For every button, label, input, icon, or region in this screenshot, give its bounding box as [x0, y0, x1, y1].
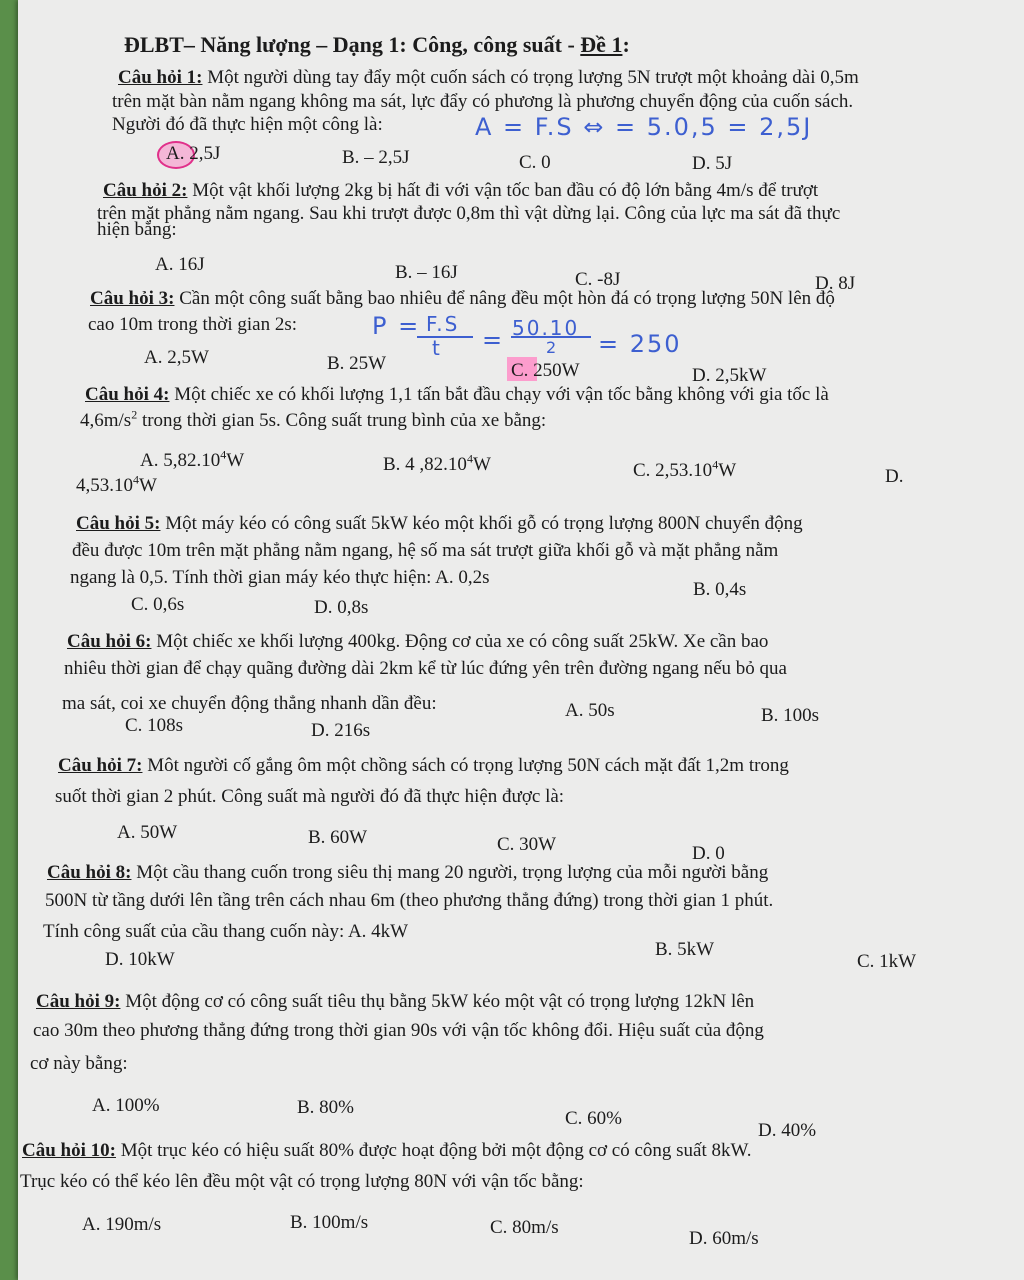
q10-option-c: C. 80m/s — [490, 1217, 559, 1238]
q2-option-a: A. 16J — [155, 254, 205, 275]
q6-line3: ma sát, coi xe chuyển động thẳng nhanh dần đều: — [62, 693, 437, 714]
q5-option-b: B. 0,4s — [693, 579, 747, 600]
q4-option-d: D. — [885, 466, 904, 487]
q3-handwritten-den2: 2 — [546, 338, 559, 357]
q5-option-d: D. 0,8s — [314, 597, 369, 618]
q1-handwritten-solution: A = F.S ⇔ = 5.0,5 = 2,5J — [475, 113, 813, 141]
q1-option-a: A. 2,5J — [166, 143, 221, 164]
q6-option-c: C. 108s — [125, 715, 184, 736]
q8-line3: Tính công suất của cầu thang cuốn này: A. 4kW — [43, 921, 409, 942]
q1-option-d: D. 5J — [692, 153, 733, 174]
q9-option-c: C. 60% — [565, 1108, 622, 1129]
q8-option-d: D. 10kW — [105, 949, 175, 970]
q2-option-b: B. – 16J — [395, 262, 458, 283]
q3-option-b: B. 25W — [327, 353, 387, 374]
q1-option-c: C. 0 — [519, 152, 551, 173]
q4-option-c: C. 2,53.10$^4$W — [633, 457, 737, 481]
q3-option-a: A. 2,5W — [144, 347, 209, 368]
q4-option-b: B. 4 ,82.10$^4$W — [383, 451, 491, 475]
q6-option-b: B. 100s — [761, 705, 820, 726]
q2-option-d: D. 8J — [815, 273, 856, 294]
q8-line1: Câu hỏi 8: Một cầu thang cuốn trong siêu thị mang 20 người, trọng lượng của mỗi người bằng — [47, 862, 769, 883]
q6-line2: nhiêu thời gian để chạy quãng đường dài 2km kể từ lúc đứng yên trên đường ngang nếu bỏ qua — [64, 658, 787, 679]
q9-option-d: D. 40% — [758, 1120, 817, 1141]
q9-line2: cao 30m theo phương thẳng đứng trong thời gian 90s với vận tốc không đổi. Hiệu suất của động — [33, 1020, 764, 1041]
q7-option-b: B. 60W — [308, 827, 368, 848]
q2-line2: trên mặt phẳng nằm ngang. Sau khi trượt được 0,8m thì vật dừng lại. Công của lực ma sát đã thực — [97, 203, 841, 224]
q1-line3: Người đó đã thực hiện một công là: — [112, 114, 383, 135]
q10-option-d: D. 60m/s — [689, 1228, 759, 1249]
q2-line3: hiện bằng: — [97, 219, 177, 240]
q3-fraction-bars — [415, 334, 595, 340]
q1-option-b: B. – 2,5J — [342, 147, 410, 168]
q1-line1: Câu hỏi 1: Một người dùng tay đẩy một cuốn sách có trọng lượng 5N trượt một khoảng dài 0,5m — [118, 67, 859, 88]
q9-line1: Câu hỏi 9: Một động cơ có công suất tiêu thụ bằng 5kW kéo một vật có trọng lượng 12kN lên — [36, 991, 755, 1012]
q2-option-c: C. -8J — [575, 269, 621, 290]
q6-option-a: A. 50s — [565, 700, 615, 721]
q8-option-c: C. 1kW — [857, 951, 917, 972]
q2-line1: Câu hỏi 2: Một vật khối lượng 2kg bị hất đi với vận tốc ban đầu có độ lớn bằng 4m/s để trượt — [103, 180, 819, 201]
q4-line1: Câu hỏi 4: Một chiếc xe có khối lượng 1,1 tấn bắt đầu chạy với vận tốc bằng không với gia tốc là — [85, 384, 829, 405]
q7-option-c: C. 30W — [497, 834, 557, 855]
q3-handwritten-num1: F.S — [426, 312, 460, 336]
q5-line3: ngang là 0,5. Tính thời gian máy kéo thực hiện: A. 0,2s — [70, 567, 490, 588]
q10-option-a: A. 190m/s — [82, 1214, 162, 1235]
q3-handwritten-p: P = — [372, 312, 421, 340]
q3-option-d: D. 2,5kW — [692, 365, 767, 386]
q7-line2: suốt thời gian 2 phút. Công suất mà người đó đã thực hiện được là: — [55, 786, 565, 807]
q3-handwritten-den1: t — [432, 336, 442, 360]
q5-option-c: C. 0,6s — [131, 594, 185, 615]
q8-line2: 500N từ tầng dưới lên tầng trên cách nhau 6m (theo phương thẳng đứng) trong thời gian 1 phút. — [45, 890, 774, 911]
q9-option-b: B. 80% — [297, 1097, 354, 1118]
q9-line3: cơ này bằng: — [30, 1053, 128, 1074]
q3-handwritten-result: = 250 — [598, 330, 682, 358]
q5-line1: Câu hỏi 5: Một máy kéo có công suất 5kW kéo một khối gỗ có trọng lượng 800N chuyển động — [76, 513, 803, 534]
q3-line1: Câu hỏi 3: Cần một công suất bằng bao nhiêu để nâng đều một hòn đá có trọng lượng 50N lên độ — [90, 288, 835, 309]
q7-option-a: A. 50W — [117, 822, 178, 843]
q5-line2: đều được 10m trên mặt phẳng nằm ngang, hệ số ma sát trượt giữa khối gỗ và mặt phẳng nằm — [72, 540, 779, 561]
q6-line1: Câu hỏi 6: Một chiếc xe khối lượng 400kg. Động cơ của xe có công suất 25kW. Xe cần bao — [67, 631, 769, 652]
q9-option-a: A. 100% — [92, 1095, 160, 1116]
q10-line1: Câu hỏi 10: Một trục kéo có hiệu suất 80% được hoạt động bởi một động cơ có công suất 8kW. — [22, 1140, 752, 1161]
q4-line2: $4,6m/s^2$ trong thời gian 5s. Công suất trung bình của xe bằng: — [80, 407, 547, 431]
q10-option-b: B. 100m/s — [290, 1212, 369, 1233]
page-title: ĐLBT– Năng lượng – Dạng 1: Công, công suất - Đề 1: — [124, 32, 630, 57]
q7-option-d: D. 0 — [692, 843, 725, 864]
q7-line1: Câu hỏi 7: Môt người cố gắng ôm một chồng sách có trọng lượng 50N cách mặt đất 1,2m trong — [58, 755, 789, 776]
q4-option-a: A. 5,82.10$^4$W — [140, 447, 245, 471]
q6-option-d: D. 216s — [311, 720, 371, 741]
q3-handwritten-eq: = — [482, 326, 505, 354]
q4-option-d-value: 4,53.10$^4$W — [76, 472, 157, 496]
q3-handwritten-num2: 50.10 — [512, 316, 580, 340]
q3-option-c: C. 250W — [511, 360, 580, 381]
q10-line2: Trục kéo có thể kéo lên đều một vật có trọng lượng 80N với vận tốc bằng: — [20, 1171, 584, 1192]
q3-line2: cao 10m trong thời gian 2s: — [88, 314, 297, 335]
q8-option-b: B. 5kW — [655, 939, 715, 960]
q1-line2: trên mặt bàn nằm ngang không ma sát, lực đẩy có phương là phương chuyển động của cuốn sách. — [112, 91, 854, 112]
